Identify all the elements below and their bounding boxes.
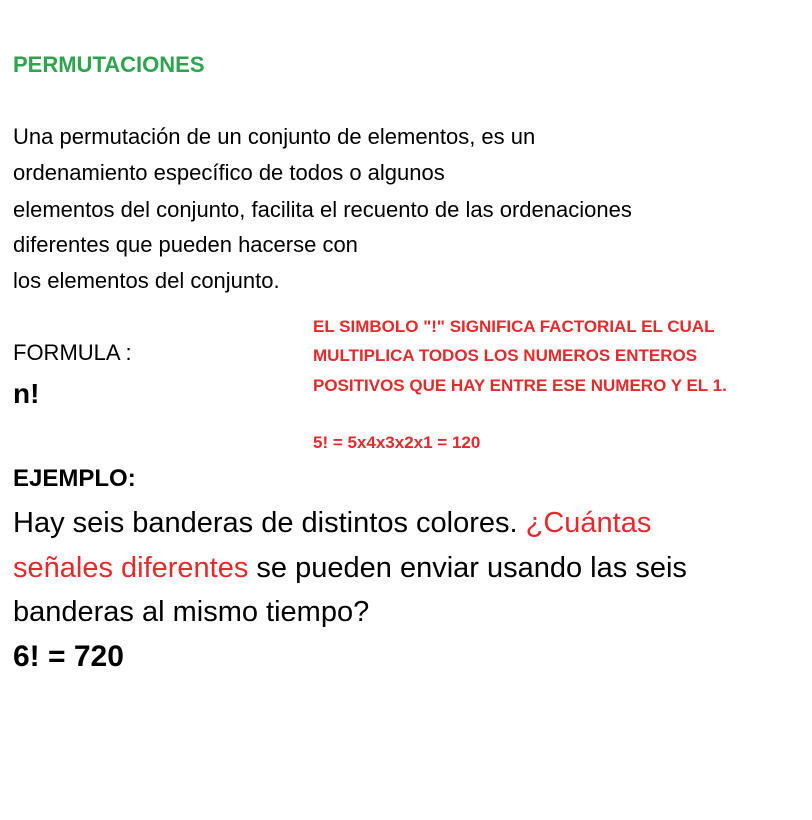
intro-line-4: diferentes que pueden hacerse con xyxy=(13,232,358,257)
question-highlight: señales diferentes xyxy=(13,552,249,584)
factorial-example: 5! = 5x4x3x2x1 = 120 xyxy=(313,433,481,452)
intro-line-1: Una permutación de un conjunto de elementos, es un xyxy=(13,124,536,149)
formula-label: FORMULA : xyxy=(13,340,132,365)
example-heading: EJEMPLO: xyxy=(13,465,136,492)
question-text: se pueden enviar usando las seis xyxy=(248,552,687,584)
intro-line-2: ordenamiento específico de todos o algunos xyxy=(13,160,445,185)
note-line-2: MULTIPLICA TODOS LOS NUMEROS ENTEROS xyxy=(313,346,698,365)
note-line-3: POSITIVOS QUE HAY ENTRE ESE NUMERO Y EL 1. xyxy=(313,376,727,395)
question-line-1 xyxy=(13,505,651,541)
formula-expression: n! xyxy=(13,378,40,409)
question-text: Hay seis banderas de distintos colores. xyxy=(13,507,526,539)
answer: 6! = 720 xyxy=(13,640,124,673)
intro-line-5: los elementos del conjunto. xyxy=(13,268,280,293)
page-title: PERMUTACIONES xyxy=(13,52,205,77)
note-line-1: EL SIMBOLO "!" SIGNIFICA FACTORIAL EL CUAL xyxy=(313,317,715,336)
question-line-2 xyxy=(13,550,687,586)
question-line-3: banderas al mismo tiempo? xyxy=(13,596,370,628)
intro-line-3: elementos del conjunto, facilita el recuento de las ordenaciones xyxy=(13,197,632,222)
question-highlight: ¿Cuántas xyxy=(525,507,652,539)
